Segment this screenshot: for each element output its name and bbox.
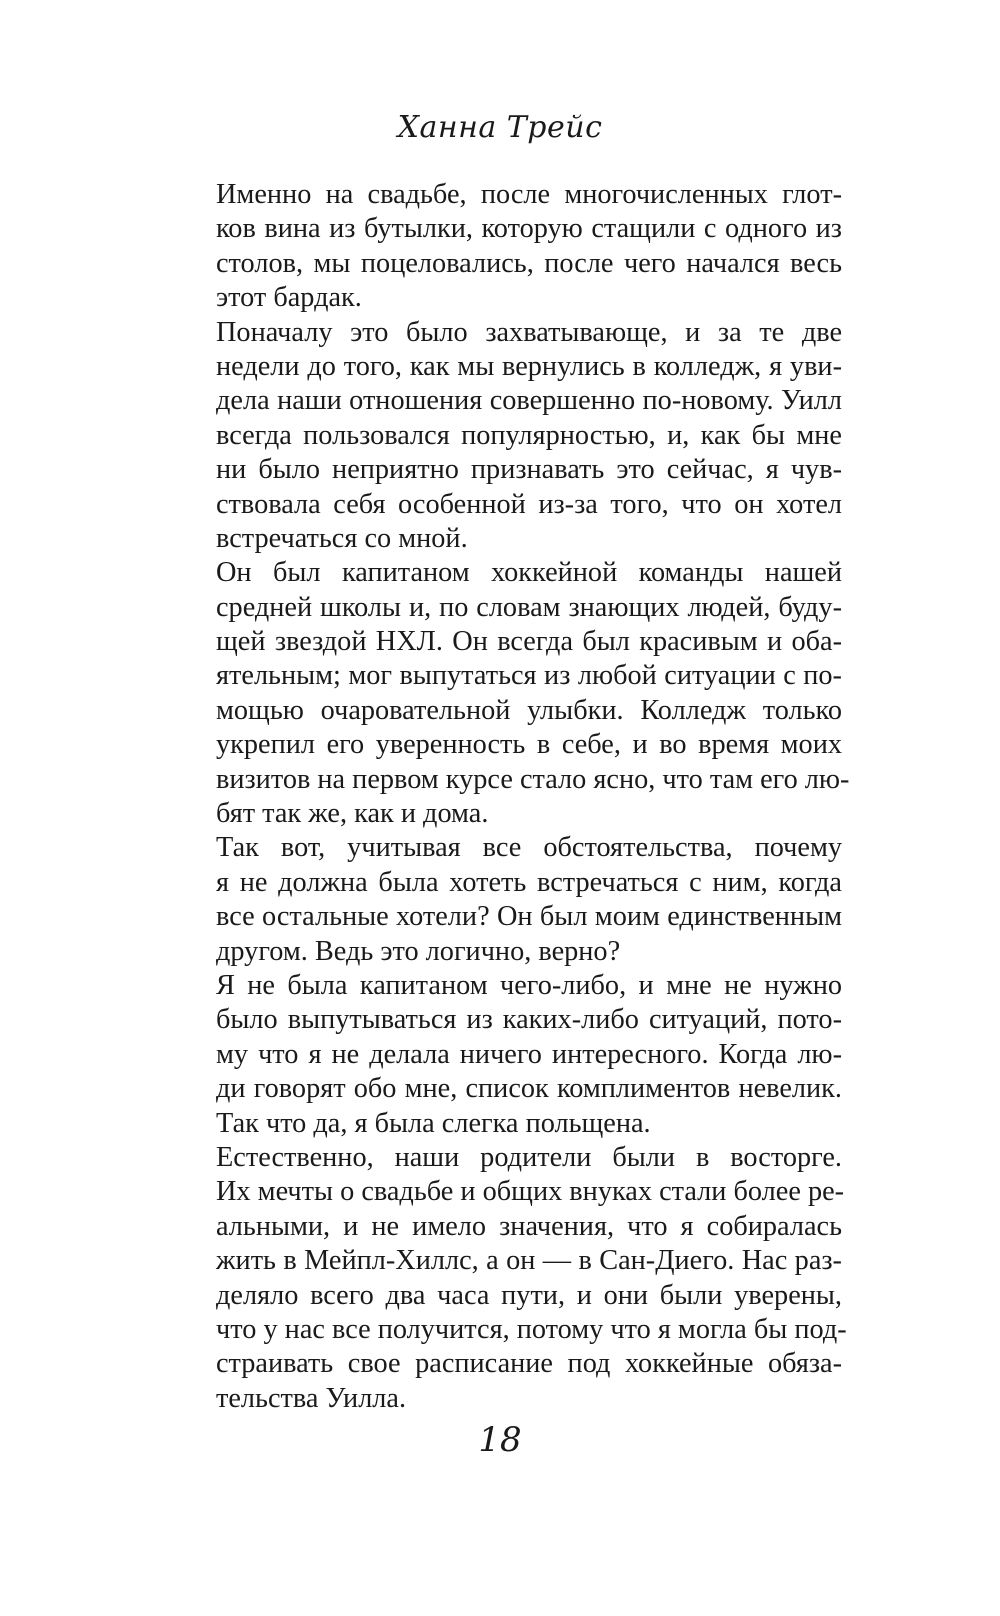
text-line: ди говорят обо мне, список комплиментов невелик. <box>216 1073 842 1105</box>
text-line: му что я не делала ничего интересного. Когда лю- <box>216 1038 842 1070</box>
text-line: все остальные хотели? Он был моим единственным <box>216 901 842 933</box>
text-line: Их мечты о свадьбе и общих внуках стали более ре- <box>216 1176 845 1208</box>
text-line: всегда пользовался популярностью, и, как бы мне <box>216 419 842 451</box>
text-line: ствовала себя особенной из-за того, что он хотел <box>216 488 842 520</box>
page-number: 18 <box>478 1420 522 1460</box>
text-line: средней школы и, по словам знающих людей, буду- <box>216 591 842 623</box>
text-line: деляло всего два часа пути, и они были уверены, <box>216 1279 842 1311</box>
text-line: встречаться со мной. <box>216 522 468 554</box>
text-line: дела наши отношения совершенно по-новому. Уилл <box>216 385 842 417</box>
text-line: ков вина из бутылки, которую стащили с одного из <box>216 213 842 245</box>
text-line: Так вот, учитывая все обстоятельства, почему <box>216 832 842 864</box>
text-line: этот бардак. <box>216 282 362 314</box>
body-text <box>178 178 850 1416</box>
text-line: бят так же, как и дома. <box>216 798 489 830</box>
text-line: столов, мы поцеловались, после чего начался весь <box>216 247 842 279</box>
text-line: Я не была капитаном чего-либо, и мне не нужно <box>216 969 842 1001</box>
text-line: Он был капитаном хоккейной команды нашей <box>216 557 842 589</box>
text-line: мощью очаровательной улыбки. Колледж только <box>216 694 842 726</box>
text-line: было выпутываться из каких-либо ситуаций, пото- <box>216 1004 842 1036</box>
text-line: что у нас все получится, потому что я могла бы под- <box>216 1313 847 1345</box>
running-head-author: Ханна Трейс <box>397 110 603 145</box>
text-line: Именно на свадьбе, после многочисленных глот- <box>216 179 842 210</box>
paragraph <box>178 316 842 557</box>
text-line: тельства Уилла. <box>216 1382 407 1414</box>
text-line: Так что да, я была слегка польщена. <box>216 1107 651 1139</box>
text-line: ятельным; мог выпутаться из любой ситуации с по- <box>216 660 842 692</box>
paragraph <box>178 1141 847 1416</box>
text-line: Поначалу это было захватывающе, и за те две <box>216 316 842 348</box>
text-line: укрепил его уверенность в себе, и во время моих <box>216 729 842 761</box>
paragraph <box>178 556 850 831</box>
text-line: страивать свое расписание под хоккейные обяза- <box>216 1348 842 1380</box>
text-line: жить в Мейпл-Хиллс, а он — в Сан-Диего. Нас раз- <box>216 1245 842 1277</box>
text-line: другом. Ведь это логично, верно? <box>216 935 621 967</box>
text-line: недели до того, как мы вернулись в колледж, я уви- <box>216 350 842 382</box>
text-line: альными, и не имело значения, что я собиралась <box>216 1210 842 1242</box>
paragraph <box>178 969 842 1141</box>
text-line: я не должна была хотеть встречаться с ним, когда <box>216 866 842 898</box>
text-line: Естественно, наши родители были в восторге. <box>216 1141 842 1173</box>
text-line: щей звездой НХЛ. Он всегда был красивым и оба- <box>216 626 842 658</box>
text-line: визитов на первом курсе стало ясно, что там его лю- <box>216 763 850 795</box>
paragraph <box>178 178 842 316</box>
text-line: ни было неприятно признавать это сейчас, я чув- <box>216 454 842 486</box>
paragraph <box>178 831 842 969</box>
